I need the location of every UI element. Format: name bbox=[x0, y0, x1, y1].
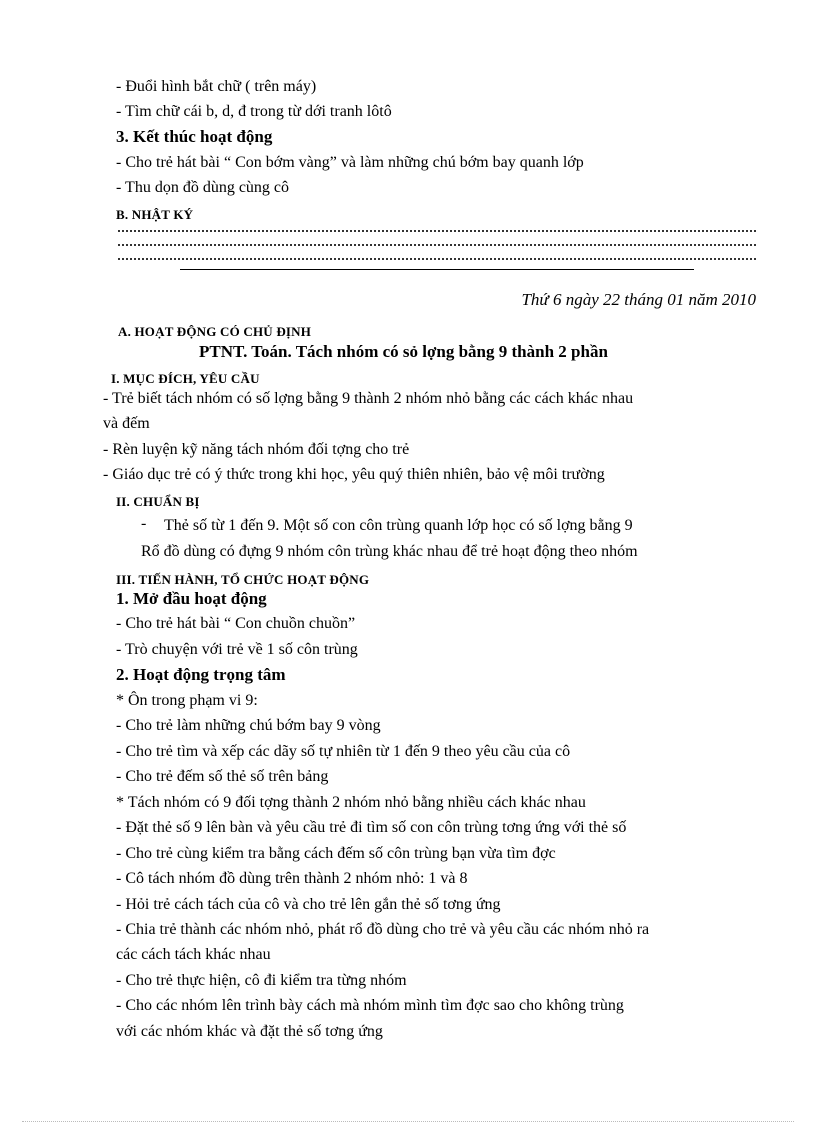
date-line: Thứ 6 ngày 22 tháng 01 năm 2010 bbox=[521, 290, 756, 309]
prepare-line: Thẻ số từ 1 đến 9. Một số con côn trùng quanh lớp học có số lợng bằng 9 bbox=[164, 517, 633, 534]
activity-line: - Đuổi hình bắt chữ ( trên máy) bbox=[116, 78, 317, 95]
activity-line: - Cho trẻ hát bài “ Con chuồn chuồn” bbox=[116, 615, 356, 632]
activity-line: - Chia trẻ thành các nhóm nhỏ, phát rổ đồ dùng cho trẻ và yêu cầu các nhóm nhỏ ra bbox=[116, 921, 650, 938]
subsection-heading: 1. Mở đầu hoạt động bbox=[116, 589, 267, 608]
subsection-heading: 2. Hoạt động trọng tâm bbox=[116, 665, 286, 684]
activity-line: - Hỏi trẻ cách tách của cô và cho trẻ lên gắn thẻ số tơng ứng bbox=[116, 896, 501, 913]
purpose-line: - Giáo dục trẻ có ý thức trong khi học, yêu quý thiên nhiên, bảo vệ môi trường bbox=[103, 466, 605, 483]
activity-line: - Trò chuyện với trẻ về 1 số côn trùng bbox=[116, 641, 358, 658]
lesson-title: PTNT. Toán. Tách nhóm có sỏ lợng bằng 9 thành 2 phần bbox=[199, 342, 608, 361]
prepare-line: Rổ đồ dùng có đựng 9 nhóm côn trùng khác nhau để trẻ hoạt động theo nhóm bbox=[141, 543, 638, 560]
dotted-line bbox=[118, 230, 756, 232]
dotted-line bbox=[118, 258, 756, 260]
prepare-bullet: - bbox=[141, 515, 147, 532]
activity-line: - Thu dọn đồ dùng cùng cô bbox=[116, 179, 290, 196]
activity-line: - Cho trẻ đếm số thẻ số trên bảng bbox=[116, 768, 329, 785]
proceed-heading: III. TIẾN HÀNH, TỔ CHỨC HOẠT ĐỘNG bbox=[116, 572, 370, 587]
diary-heading: B. NHẬT KÝ bbox=[116, 207, 194, 222]
activity-line: - Cho trẻ cùng kiểm tra bằng cách đếm số côn trùng bạn vừa tìm đợc bbox=[116, 845, 556, 862]
activity-line: - Tìm chữ cái b, d, đ trong từ dới tranh lôtô bbox=[116, 103, 392, 120]
activity-line: - Cho trẻ tìm và xếp các dãy số tự nhiên từ 1 đến 9 theo yêu cầu của cô bbox=[116, 743, 571, 760]
purpose-line: - Trẻ biết tách nhóm có số lợng bằng 9 thành 2 nhóm nhỏ bằng các cách khác nhau bbox=[103, 390, 634, 407]
section-a-heading: A. HOẠT ĐỘNG CÓ CHỦ ĐỊNH bbox=[118, 324, 312, 339]
activity-line: với các nhóm khác và đặt thẻ số tơng ứng bbox=[116, 1023, 383, 1040]
activity-line: - Đặt thẻ số 9 lên bàn và yêu cầu trẻ đi tìm số con côn trùng tơng ứng với thẻ số bbox=[116, 819, 627, 836]
activity-line: các cách tách khác nhau bbox=[116, 946, 271, 963]
purpose-line: và đếm bbox=[103, 415, 150, 432]
dotted-line bbox=[118, 244, 756, 246]
activity-line: - Cho trẻ làm những chú bớm bay 9 vòng bbox=[116, 717, 381, 734]
activity-line: * Tách nhóm có 9 đối tợng thành 2 nhóm nhỏ bằng nhiều cách khác nhau bbox=[116, 794, 586, 811]
activity-line: - Cho trẻ hát bài “ Con bớm vàng” và làm những chú bớm bay quanh lớp bbox=[116, 154, 584, 171]
purpose-line: - Rèn luyện kỹ năng tách nhóm đối tợng cho trẻ bbox=[103, 441, 410, 458]
activity-line: - Cho trẻ thực hiện, cô đi kiểm tra từng nhóm bbox=[116, 972, 407, 989]
divider-rule bbox=[180, 269, 694, 270]
purpose-heading: I. MỤC ĐÍCH, YÊU CẦU bbox=[111, 371, 260, 386]
activity-line: * Ôn trong phạm vi 9: bbox=[116, 692, 258, 709]
section-heading: 3. Kết thúc hoạt động bbox=[116, 127, 273, 146]
page-edge-dots bbox=[22, 1121, 794, 1122]
activity-line: - Cô tách nhóm đồ dùng trên thành 2 nhóm nhỏ: 1 và 8 bbox=[116, 870, 468, 887]
prepare-heading: II. CHUẨN BỊ bbox=[116, 494, 200, 509]
activity-line: - Cho các nhóm lên trình bày cách mà nhóm mình tìm đợc sao cho không trùng bbox=[116, 997, 624, 1014]
